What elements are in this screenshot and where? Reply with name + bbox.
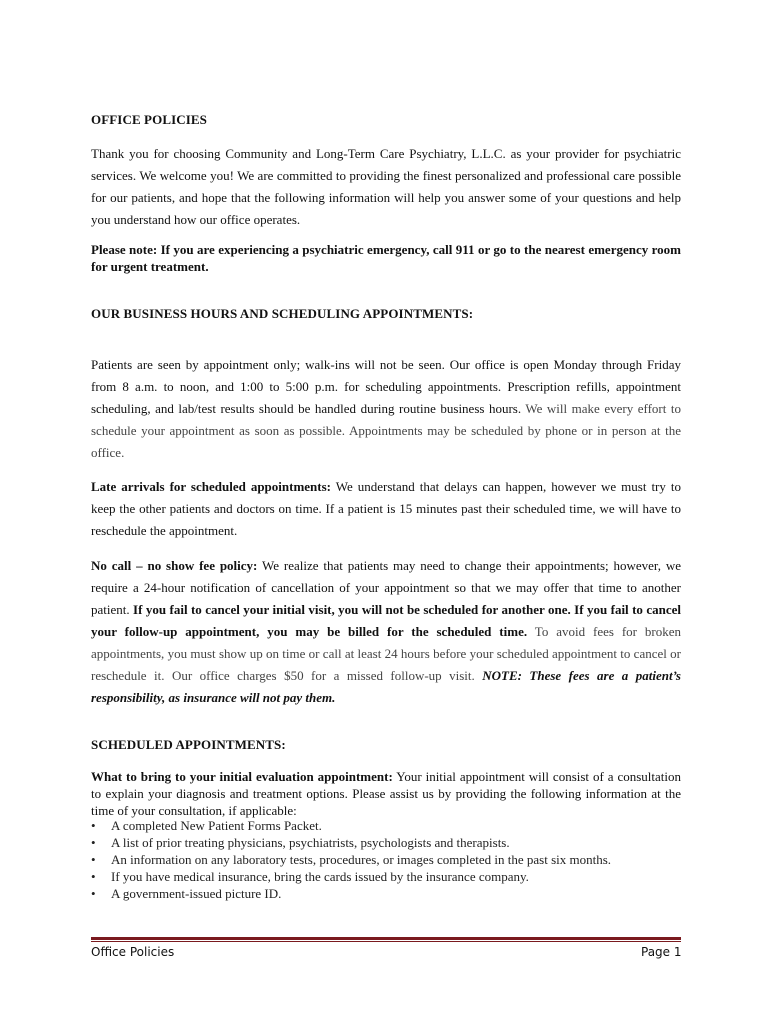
late-arrivals-label: Late arrivals for scheduled appointments: [91,479,331,494]
scheduled-appointments-heading: SCHEDULED APPOINTMENTS: [91,737,286,752]
no-show-label: No call – no show fee policy: [91,558,258,573]
initial-evaluation-text: Your initial appointment will consist of a consultation to explain your diagnosis and treatment options. Please assist us by providing the following information at the time of your consultation, if applicable: [91,769,681,818]
bullet-icon: • [91,818,96,833]
bullet-icon: • [91,852,96,867]
business-hours-text: Patients are seen by appointment only; walk-ins will not be seen. Our office is open Monday through Friday from 8 a.m. to noon, and 1:00 to 5:00 p.m. for scheduling appointments. Prescription refills, appointment scheduling, and lab/test results should be handled during routine business hours. [91,357,681,416]
intro-paragraph: Thank you for choosing Community and Long-Term Care Psychiatry, L.L.C. as your provider for psychiatric services. We welcome you! We are committed to providing the finest personalized and professional care possible for our patients, and hope that the following information will help you answer some of your questions and help you understand how our office operates. [91,146,681,227]
footer-divider [91,937,681,940]
no-show-text: We realize that patients may need to change their appointments; however, we require a 24-hour notification of cancellation of your appointment so that we may offer that time to another patient. [91,558,681,617]
no-show-bold-warning: If you fail to cancel your initial visit, you will not be scheduled for another one. If you fail to cancel your follow-up appointment, you may be billed for the scheduled time. [91,602,681,639]
business-hours-paragraph [91,354,681,464]
no-show-note: NOTE: These fees are a patient’s responsibility, as insurance will not pay them. [91,668,681,705]
initial-evaluation-paragraph [91,768,681,819]
page-title: OFFICE POLICIES [91,112,207,127]
initial-evaluation-label: What to bring to your initial evaluation appointment: [91,769,393,784]
emergency-note: Please note: If you are experiencing a psychiatric emergency, call 911 or go to the nearest emergency room for urgent treatment. [91,242,681,274]
list-item: • If you have medical insurance, bring the cards issued by the insurance company. [91,869,529,884]
page-number: Page 1 [641,945,682,959]
footer-title: Office Policies [91,945,175,959]
late-arrivals-paragraph [91,476,681,542]
list-item: • An information on any laboratory tests, procedures, or images completed in the past six months. [91,852,612,867]
bring-items-list [91,817,681,902]
footer-divider-thin [91,941,681,942]
bullet-icon: • [91,869,96,884]
list-item: • A list of prior treating physicians, psychiatrists, psychologists and therapists. [91,835,510,850]
list-item: • A completed New Patient Forms Packet. [91,818,322,833]
no-show-fees-text: To avoid fees for broken appointments, you must show up on time or call at least 24 hours before your scheduled appointment to cancel or reschedule it. Our office charges $50 for a missed follow-up visit. [91,624,682,683]
list-item: • A government-issued picture ID. [91,886,282,901]
no-show-paragraph [91,555,681,709]
business-hours-text-2: We will make every effort to schedule your appointment as soon as possible. Appointments may be scheduled by phone or in person at the office. [91,401,681,460]
bullet-icon: • [91,835,96,850]
business-hours-heading: OUR BUSINESS HOURS AND SCHEDULING APPOINTMENTS: [91,306,474,321]
bullet-icon: • [91,886,96,901]
late-arrivals-text: We understand that delays can happen, however we must try to keep the other patients and doctors on time. If a patient is 15 minutes past their scheduled time, we will have to reschedule the appointment. [91,479,681,538]
